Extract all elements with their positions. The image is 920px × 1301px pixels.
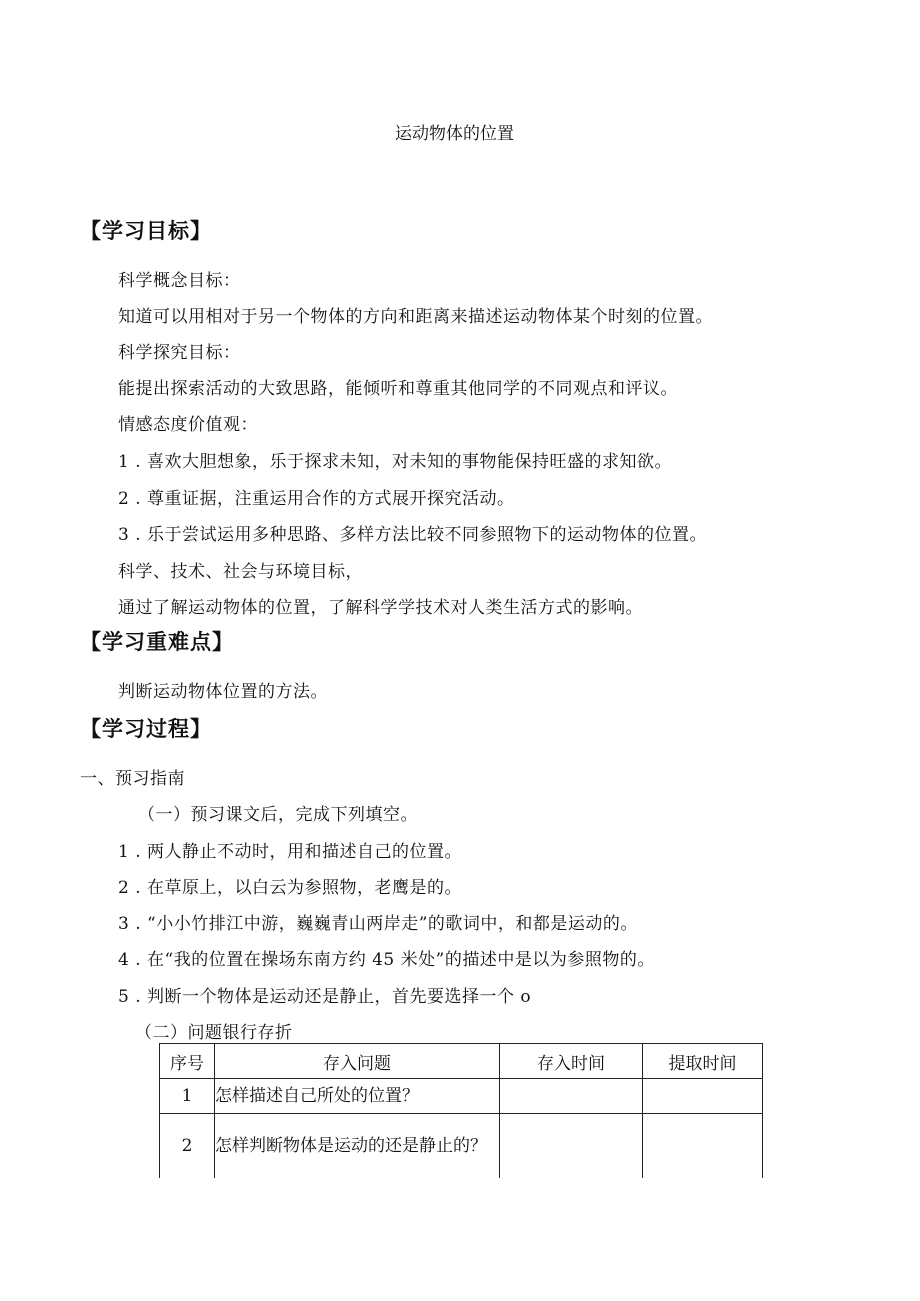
header-number: 序号 [160,1044,215,1079]
row-withdraw-time [643,1114,763,1179]
difficulty-text: 判断运动物体位置的方法。 [118,682,328,702]
fill-blank-item: 1 . 两人静止不动时，用和描述自己的位置。 [118,842,463,862]
header-question: 存入问题 [215,1044,500,1079]
fill-blank-item: 2 . 在草原上，以白云为参照物，老鹰是的。 [118,878,463,898]
difficulty-heading: 【学习重难点】 [80,630,234,654]
fill-blank-item: 5 . 判断一个物体是运动还是静止，首先要选择一个 o [118,987,532,1007]
row-deposit-time [500,1114,643,1179]
fill-blank-item: 4 . 在“我的位置在操场东南方约 45 米处”的描述中是以为参照物的。 [118,950,655,970]
row-number: 2 [160,1114,215,1179]
goals-heading: 【学习目标】 [80,219,212,243]
subsection-question-bank: （二）问题银行存折 [135,1023,293,1043]
page-title: 运动物体的位置 [395,124,514,144]
header-deposit-time: 存入时间 [500,1044,643,1079]
concept-goal-label: 科学概念目标： [118,271,241,291]
attitude-item: 1 . 喜欢大胆想象，乐于探求未知，对未知的事物能保持旺盛的求知欲。 [118,452,673,472]
inquiry-goal-label: 科学探究目标： [118,343,241,363]
table-row [160,1114,763,1179]
attitude-goal-label: 情感态度价值观： [118,415,258,435]
header-withdraw-time: 提取时间 [643,1044,763,1079]
row-withdraw-time [643,1079,763,1114]
row-deposit-time [500,1079,643,1114]
fill-blank-item: 3 . “小小竹排江中游，巍巍青山两岸走”的歌词中，和都是运动的。 [118,914,638,934]
section-preview-guide: 一、预习指南 [80,769,185,789]
row-number: 1 [160,1079,215,1114]
row-question: 怎样描述自己所处的位置？ [215,1079,500,1114]
attitude-item: 2 . 尊重证据，注重运用合作的方式展开探究活动。 [118,489,515,509]
attitude-item: 3 . 乐于尝试运用多种思路、多样方法比较不同参照物下的运动物体的位置。 [118,525,708,545]
table-row [160,1079,763,1114]
inquiry-goal-text: 能提出探索活动的大致思路，能倾听和尊重其他同学的不同观点和评议。 [118,379,678,399]
concept-goal-text: 知道可以用相对于另一个物体的方向和距离来描述运动物体某个时刻的位置。 [118,307,713,327]
process-heading: 【学习过程】 [80,717,212,741]
sts-goal-label: 科学、技术、社会与环境目标， [118,562,363,582]
table-header-row [160,1044,763,1079]
subsection-fill-blanks: （一）预习课文后，完成下列填空。 [138,805,418,825]
sts-goal-text: 通过了解运动物体的位置，了解科学学技术对人类生活方式的影响。 [118,598,643,618]
question-bank-table [159,1043,763,1178]
row-question: 怎样判断物体是运动的还是静止的？ [215,1114,500,1179]
